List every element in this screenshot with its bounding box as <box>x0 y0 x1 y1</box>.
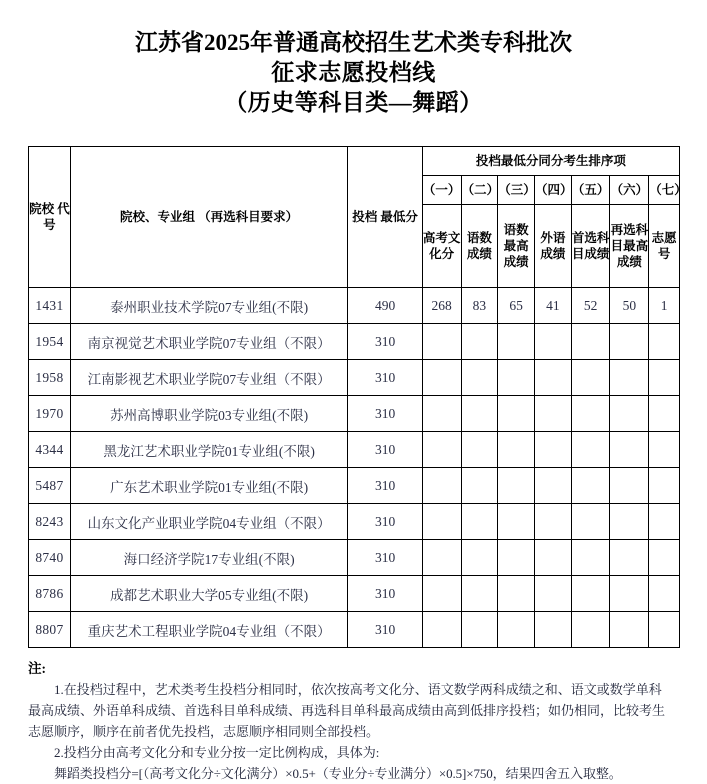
note-1-line-1: 1.在投档过程中，艺术类考生投档分相同时，依次按高考文化分、语文数学两科成绩之和、语文或数学单科 <box>54 682 662 697</box>
cell-volunteer-number <box>649 468 680 504</box>
cell-primary-subject-score <box>571 396 610 432</box>
cell-culture-score <box>422 432 461 468</box>
cell-chinese-math-score <box>461 360 498 396</box>
column-header-roman-4: （四） <box>535 176 572 205</box>
cell-culture-score <box>422 540 461 576</box>
cell-min-score: 310 <box>348 324 422 360</box>
notes-section <box>28 659 688 784</box>
cell-school-major-group: 成都艺术职业大学05专业组(不限) <box>70 576 348 612</box>
column-header-roman-6: （六） <box>610 176 649 205</box>
cell-foreign-language-score <box>535 360 572 396</box>
cell-culture-score <box>422 396 461 432</box>
column-header-roman-3: （三） <box>498 176 535 205</box>
table-row <box>29 540 680 576</box>
table-row <box>29 324 680 360</box>
cell-culture-score <box>422 504 461 540</box>
cell-min-score: 310 <box>348 432 422 468</box>
cell-foreign-language-score <box>535 504 572 540</box>
cell-chinese-math-score: 83 <box>461 288 498 324</box>
cell-secondary-subject-max-score <box>610 504 649 540</box>
cell-chinese-math-max-score: 65 <box>498 288 535 324</box>
table-row <box>29 612 680 648</box>
cell-school-code: 1431 <box>29 288 71 324</box>
cell-primary-subject-score <box>571 540 610 576</box>
cell-chinese-math-score <box>461 396 498 432</box>
cell-school-code: 8740 <box>29 540 71 576</box>
cell-chinese-math-max-score <box>498 540 535 576</box>
cell-min-score: 310 <box>348 468 422 504</box>
cell-secondary-subject-max-score <box>610 360 649 396</box>
cell-chinese-math-max-score <box>498 432 535 468</box>
cell-chinese-math-max-score <box>498 360 535 396</box>
column-header-roman-2: （二） <box>461 176 498 205</box>
cell-secondary-subject-max-score <box>610 468 649 504</box>
note-1-line-3: 志愿顺序，顺序在前者优先投档，志愿顺序相同则全部投档。 <box>28 724 380 739</box>
cell-school-code: 8807 <box>29 612 71 648</box>
admission-score-table <box>28 146 687 648</box>
table-row <box>29 432 680 468</box>
cell-school-code: 1970 <box>29 396 71 432</box>
column-header-secondary-subject-max-score: 再选科目最高成绩 <box>610 205 649 288</box>
cell-primary-subject-score <box>571 360 610 396</box>
cell-foreign-language-score <box>535 432 572 468</box>
cell-volunteer-number: 1 <box>649 288 680 324</box>
cell-foreign-language-score <box>535 396 572 432</box>
cell-chinese-math-score <box>461 324 498 360</box>
cell-school-major-group: 山东文化产业职业学院04专业组（不限） <box>70 504 348 540</box>
cell-school-major-group: 江南影视艺术职业学院07专业组（不限） <box>70 360 348 396</box>
cell-volunteer-number <box>649 612 680 648</box>
column-header-culture-score: 高考文化分 <box>422 205 461 288</box>
cell-secondary-subject-max-score <box>610 432 649 468</box>
cell-foreign-language-score <box>535 540 572 576</box>
cell-school-code: 4344 <box>29 432 71 468</box>
cell-culture-score <box>422 576 461 612</box>
cell-school-major-group: 黑龙江艺术职业学院01专业组(不限) <box>70 432 348 468</box>
cell-foreign-language-score <box>535 576 572 612</box>
cell-chinese-math-score <box>461 612 498 648</box>
cell-chinese-math-max-score <box>498 468 535 504</box>
score-table-container <box>28 146 687 648</box>
column-header-foreign-language-score: 外语成绩 <box>535 205 572 288</box>
cell-primary-subject-score <box>571 612 610 648</box>
cell-min-score: 310 <box>348 576 422 612</box>
cell-secondary-subject-max-score <box>610 540 649 576</box>
cell-school-major-group: 海口经济学院17专业组(不限) <box>70 540 348 576</box>
cell-volunteer-number <box>649 540 680 576</box>
cell-school-major-group: 苏州高博职业学院03专业组(不限) <box>70 396 348 432</box>
cell-secondary-subject-max-score: 50 <box>610 288 649 324</box>
cell-primary-subject-score <box>571 504 610 540</box>
cell-foreign-language-score <box>535 468 572 504</box>
cell-primary-subject-score: 52 <box>571 288 610 324</box>
cell-chinese-math-score <box>461 576 498 612</box>
cell-school-code: 8243 <box>29 504 71 540</box>
column-header-school-code: 院校 代号 <box>29 147 71 288</box>
cell-volunteer-number <box>649 396 680 432</box>
cell-primary-subject-score <box>571 576 610 612</box>
cell-min-score: 310 <box>348 540 422 576</box>
table-row <box>29 360 680 396</box>
cell-min-score: 490 <box>348 288 422 324</box>
table-row <box>29 468 680 504</box>
column-header-roman-5: （五） <box>571 176 610 205</box>
table-header-row-group <box>29 147 680 176</box>
column-header-min-score: 投档 最低分 <box>348 147 422 288</box>
cell-volunteer-number <box>649 504 680 540</box>
cell-volunteer-number <box>649 576 680 612</box>
cell-school-major-group: 泰州职业技术学院07专业组(不限) <box>70 288 348 324</box>
cell-volunteer-number <box>649 360 680 396</box>
cell-secondary-subject-max-score <box>610 324 649 360</box>
cell-foreign-language-score <box>535 612 572 648</box>
cell-secondary-subject-max-score <box>610 576 649 612</box>
note-2-line-1: 2.投档分由高考文化分和专业分按一定比例构成，具体为: <box>54 745 380 760</box>
table-row <box>29 288 680 324</box>
cell-chinese-math-score <box>461 504 498 540</box>
table-body <box>29 288 680 648</box>
page-title-line-3: （历史等科目类—舞蹈） <box>224 90 483 115</box>
cell-volunteer-number <box>649 324 680 360</box>
page-title-line-1: 江苏省2025年普通高校招生艺术类专科批次 <box>135 30 572 55</box>
cell-culture-score <box>422 468 461 504</box>
cell-school-major-group: 重庆艺术工程职业学院04专业组（不限） <box>70 612 348 648</box>
table-header <box>29 147 687 288</box>
cell-min-score: 310 <box>348 612 422 648</box>
table-row <box>29 576 680 612</box>
column-header-primary-subject-score: 首选科目成绩 <box>571 205 610 288</box>
cell-chinese-math-max-score <box>498 504 535 540</box>
cell-chinese-math-score <box>461 540 498 576</box>
cell-chinese-math-max-score <box>498 576 535 612</box>
note-2-formula: 舞蹈类投档分=[（高考文化分÷文化满分）×0.5+（专业分÷专业满分）×0.5]×750，结果四舍五入取整。 <box>54 766 622 781</box>
cell-primary-subject-score <box>571 432 610 468</box>
cell-secondary-subject-max-score <box>610 396 649 432</box>
cell-min-score: 310 <box>348 396 422 432</box>
cell-foreign-language-score: 41 <box>535 288 572 324</box>
column-header-roman-1: （一） <box>422 176 461 205</box>
column-header-volunteer-number: 志愿号 <box>649 205 680 288</box>
cell-culture-score <box>422 324 461 360</box>
cell-primary-subject-score <box>571 468 610 504</box>
cell-chinese-math-max-score <box>498 612 535 648</box>
cell-chinese-math-score <box>461 468 498 504</box>
cell-culture-score <box>422 612 461 648</box>
column-header-chinese-math-max-score: 语数最高成绩 <box>498 205 535 288</box>
cell-secondary-subject-max-score <box>610 612 649 648</box>
notes-label: 注: <box>28 661 46 676</box>
cell-school-code: 1958 <box>29 360 71 396</box>
cell-culture-score <box>422 360 461 396</box>
cell-chinese-math-max-score <box>498 396 535 432</box>
cell-primary-subject-score <box>571 324 610 360</box>
cell-school-major-group: 广东艺术职业学院01专业组(不限) <box>70 468 348 504</box>
cell-culture-score: 268 <box>422 288 461 324</box>
cell-school-code: 5487 <box>29 468 71 504</box>
page-title-line-2: 征求志愿投档线 <box>271 60 436 85</box>
cell-school-major-group: 南京视觉艺术职业学院07专业组（不限） <box>70 324 348 360</box>
cell-school-code: 8786 <box>29 576 71 612</box>
cell-min-score: 310 <box>348 360 422 396</box>
column-header-school-major-group: 院校、专业组 （再选科目要求） <box>70 147 348 288</box>
table-row <box>29 504 680 540</box>
cell-chinese-math-max-score <box>498 324 535 360</box>
page-title <box>0 0 707 118</box>
table-row <box>29 396 680 432</box>
column-header-roman-7: （七） <box>649 176 680 205</box>
cell-school-code: 1954 <box>29 324 71 360</box>
cell-min-score: 310 <box>348 504 422 540</box>
column-header-chinese-math-score: 语数成绩 <box>461 205 498 288</box>
note-1-line-2: 最高成绩、外语单科成绩、首选科目单科成绩、再选科目单科最高成绩由高到低排序投档；如仍相同，比较考生 <box>28 703 666 718</box>
column-header-tiebreak-group: 投档最低分同分考生排序项 <box>422 147 679 176</box>
cell-foreign-language-score <box>535 324 572 360</box>
cell-volunteer-number <box>649 432 680 468</box>
cell-chinese-math-score <box>461 432 498 468</box>
